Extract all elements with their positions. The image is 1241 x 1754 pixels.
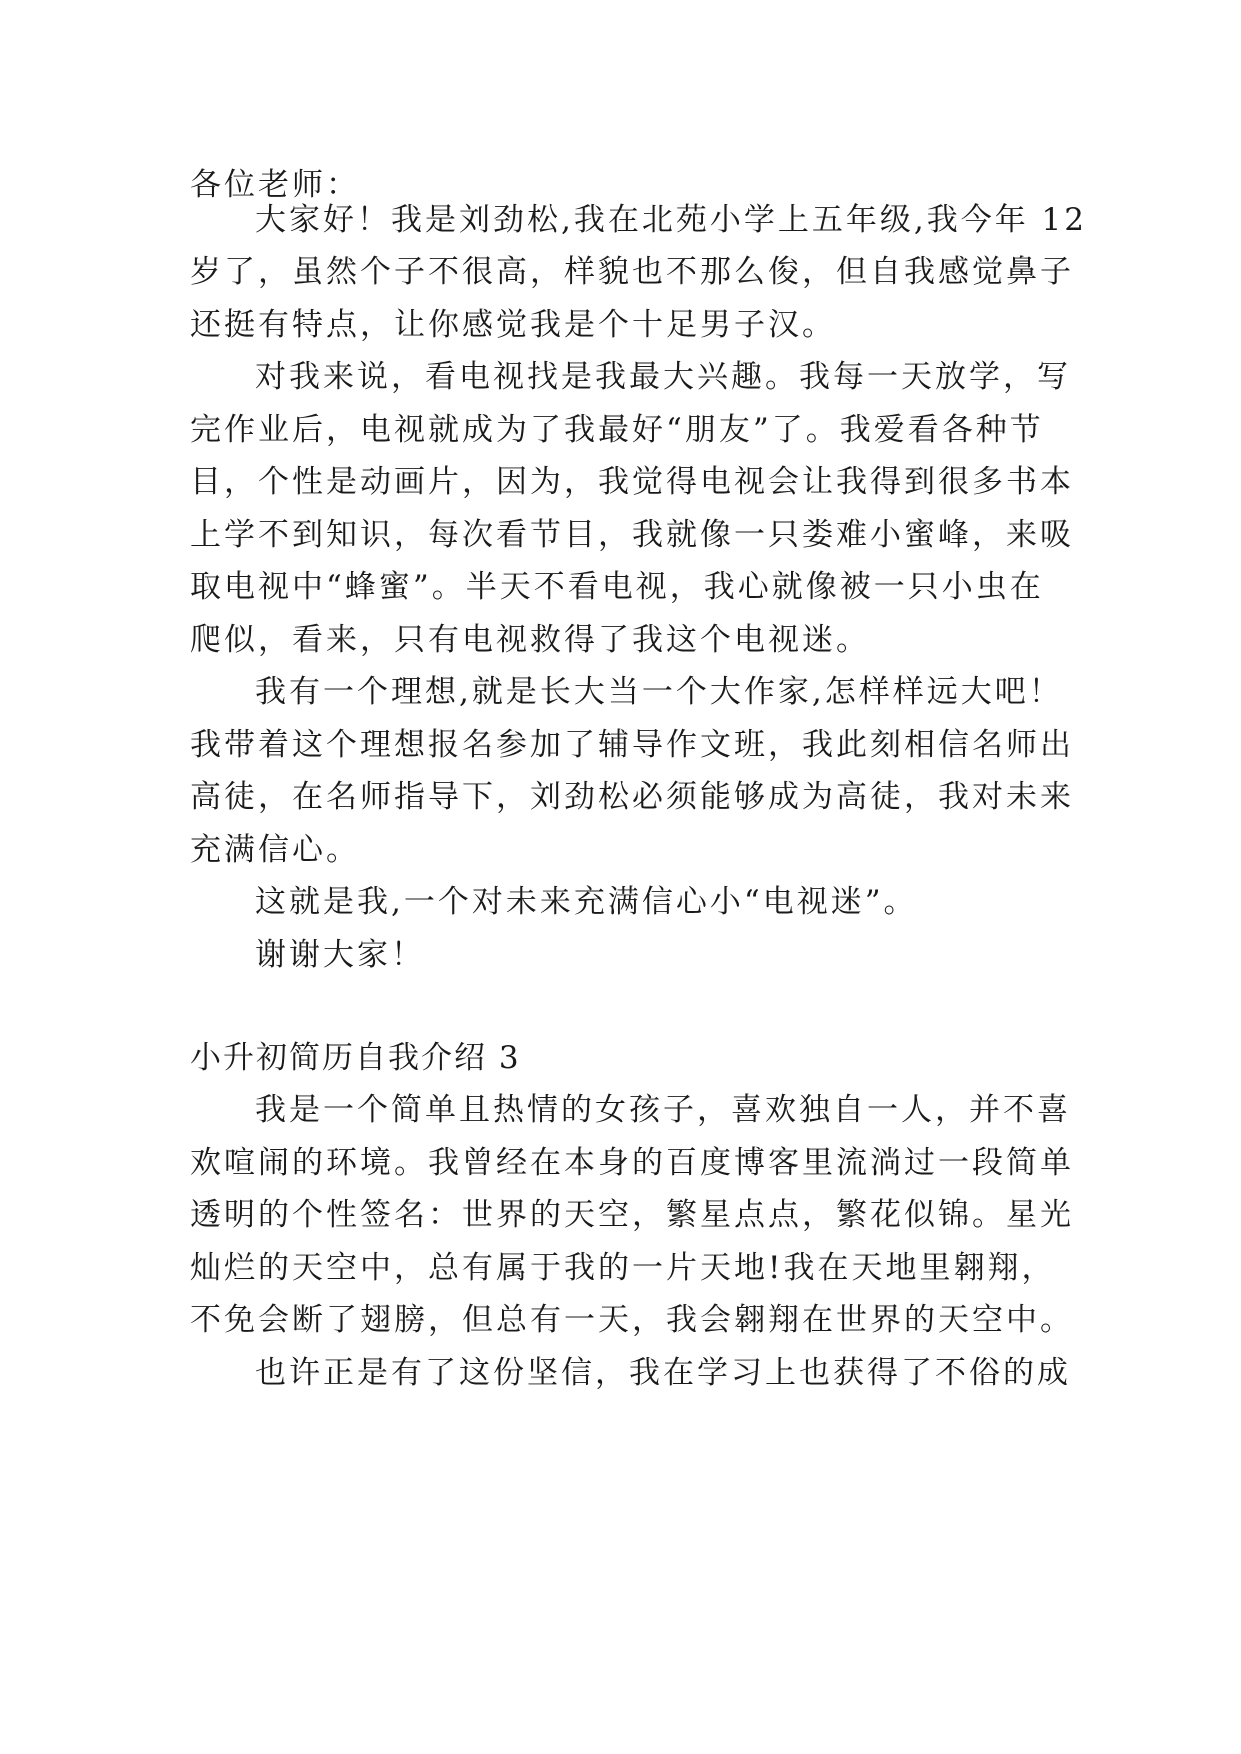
paragraph-line: 透明的个性签名：世界的天空，繁星点点，繁花似锦。星光	[190, 1197, 1074, 1233]
paragraph-line: 取电视中“蜂蜜”。半天不看电视，我心就像被一只小虫在	[190, 569, 1044, 605]
paragraph-line: 目，个性是动画片，因为，我觉得电视会让我得到很多书本	[190, 464, 1074, 500]
paragraph-line: 我有一个理想,就是长大当一个大作家,怎样样远大吧！	[255, 674, 1063, 710]
paragraph-line: 我是一个简单且热情的女孩子，喜欢独自一人，并不喜	[255, 1092, 1071, 1128]
paragraph-line: 充满信心。	[190, 832, 360, 868]
paragraph-line: 上学不到知识，每次看节目，我就像一只娄难小蜜峰，来吸	[190, 517, 1074, 553]
paragraph-line: 岁了，虽然个子不很高，样貌也不那么俊，但自我感觉鼻子	[190, 254, 1074, 290]
paragraph-line: 不免会断了翅膀，但总有一天，我会翱翔在世界的天空中。	[190, 1302, 1074, 1338]
paragraph-line: 高徒，在名师指导下，刘劲松必须能够成为高徒，我对未来	[190, 779, 1074, 815]
paragraph-line: 大家好！我是刘劲松,我在北苑小学上五年级,我今年 12	[255, 202, 1088, 238]
paragraph-line: 灿烂的天空中，总有属于我的一片天地!我在天地里翱翔，	[190, 1250, 1056, 1286]
paragraph-line: 爬似，看来，只有电视救得了我这个电视迷。	[190, 622, 870, 658]
paragraph-line: 对我来说，看电视找是我最大兴趣。我每一天放学，写	[255, 359, 1071, 395]
salutation: 各位老师：	[190, 167, 360, 203]
paragraph-line: 还挺有特点，让你感觉我是个十足男子汉。	[190, 307, 836, 343]
paragraph-line: 我带着这个理想报名参加了辅导作文班，我此刻相信名师出	[190, 727, 1074, 763]
paragraph-line: 欢喧闹的环境。我曾经在本身的百度博客里流淌过一段简单	[190, 1145, 1074, 1181]
paragraph-line: 完作业后，电视就成为了我最好“朋友”了。我爱看各种节	[190, 412, 1044, 448]
paragraph-line: 这就是我,一个对未来充满信心小“电视迷”。	[255, 884, 918, 920]
closing-line: 谢谢大家！	[255, 937, 425, 973]
section-heading: 小升初简历自我介绍 3	[190, 1040, 521, 1076]
paragraph-line: 也许正是有了这份坚信，我在学习上也获得了不俗的成	[255, 1355, 1071, 1391]
